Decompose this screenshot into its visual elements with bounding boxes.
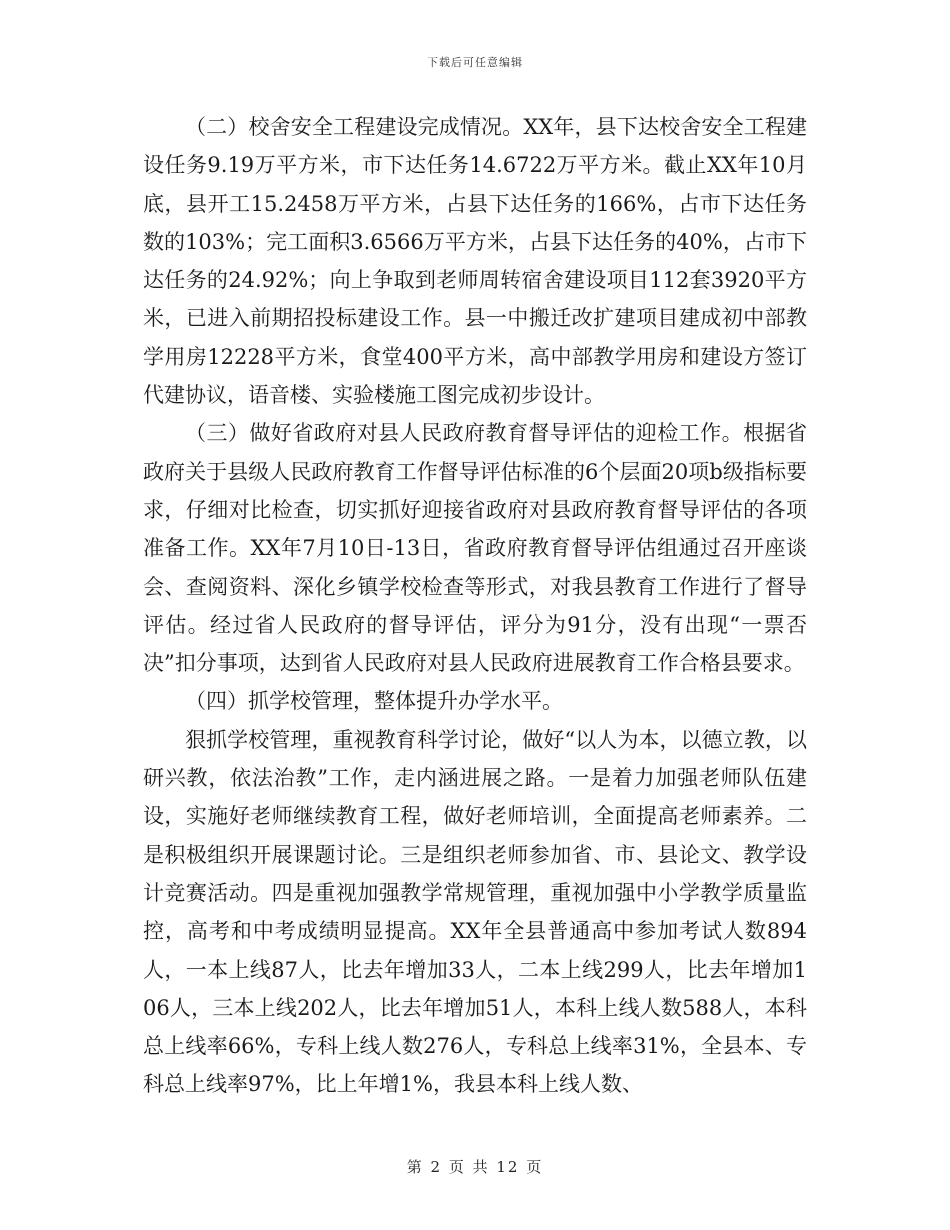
paragraph-management-heading: （四）抓学校管理，整体提升办学水平。 — [185, 689, 563, 714]
paragraph-management: 狠抓学校管理，重视教育科学讨论，做好“以人为本，以德立教，以研兴教，依法治教”工作，走内涵进展之路。一是着力加强老师队伍建设，实施好老师继续教育工程，做好老师培训，全面提高老师素养。二是积极组织开展课题讨论。三是组织老师参加省、市、县论文、教学设计竞赛活动。四是重视加强教学常规管理，重视加强中小学教学质量监控，高考和中考成绩明显提高。XX年全县普通高中参加考试人数894人，一本上线87人，比去年增加33人，二本上线299人，比去年增加106人，三本上线202人，比去年增加51人，本科上线人数588人，本科总上线率66%，专科上线人数276人，专科总上线率31%，全县本、专科总上线率97%，比上年增1%，我县本科上线人数、 — [143, 727, 807, 1097]
page-number: 第 2 页 共 12 页 — [406, 1158, 544, 1176]
document-body — [143, 108, 807, 1104]
header-note: 下载后可任意编辑 — [427, 56, 523, 69]
paragraph-supervision: （三）做好省政府对县人民政府教育督导评估的迎检工作。根据省政府关于县级人民政府教育工作督导评估标准的6个层面20项b级指标要求，仔细对比检查，切实抓好迎接省政府对县政府教育督导评估的各项准备工作。XX年7月10日-13日，省政府教育督导评估组通过召开座谈会、查阅资料、深化乡镇学校检查等形式，对我县教育工作进行了督导评估。经过省人民政府的督导评估，评分为91分，没有出现“一票否决”扣分事项，达到省人民政府对县人民政府进展教育工作合格县要求。 — [143, 421, 807, 676]
paragraph-school-safety: （二）校舍安全工程建设完成情况。XX年，县下达校舍安全工程建设任务9.19万平方米，市下达任务14.6722万平方米。截止XX年10月底，县开工15.2458万平方米，占县下达任务的166%，占市下达任务数的103%；完工面积3.6566万平方米，占县下达任务的40%，占市下达任务的24.92%；向上争取到老师周转宿舍建设项目112套3920平方米，已进入前期招投标建设工作。县一中搬迁改扩建项目建成初中部教学用房12228平方米，食堂400平方米，高中部教学用房和建设方签订代建协议，语音楼、实验楼施工图完成初步设计。 — [143, 115, 807, 408]
